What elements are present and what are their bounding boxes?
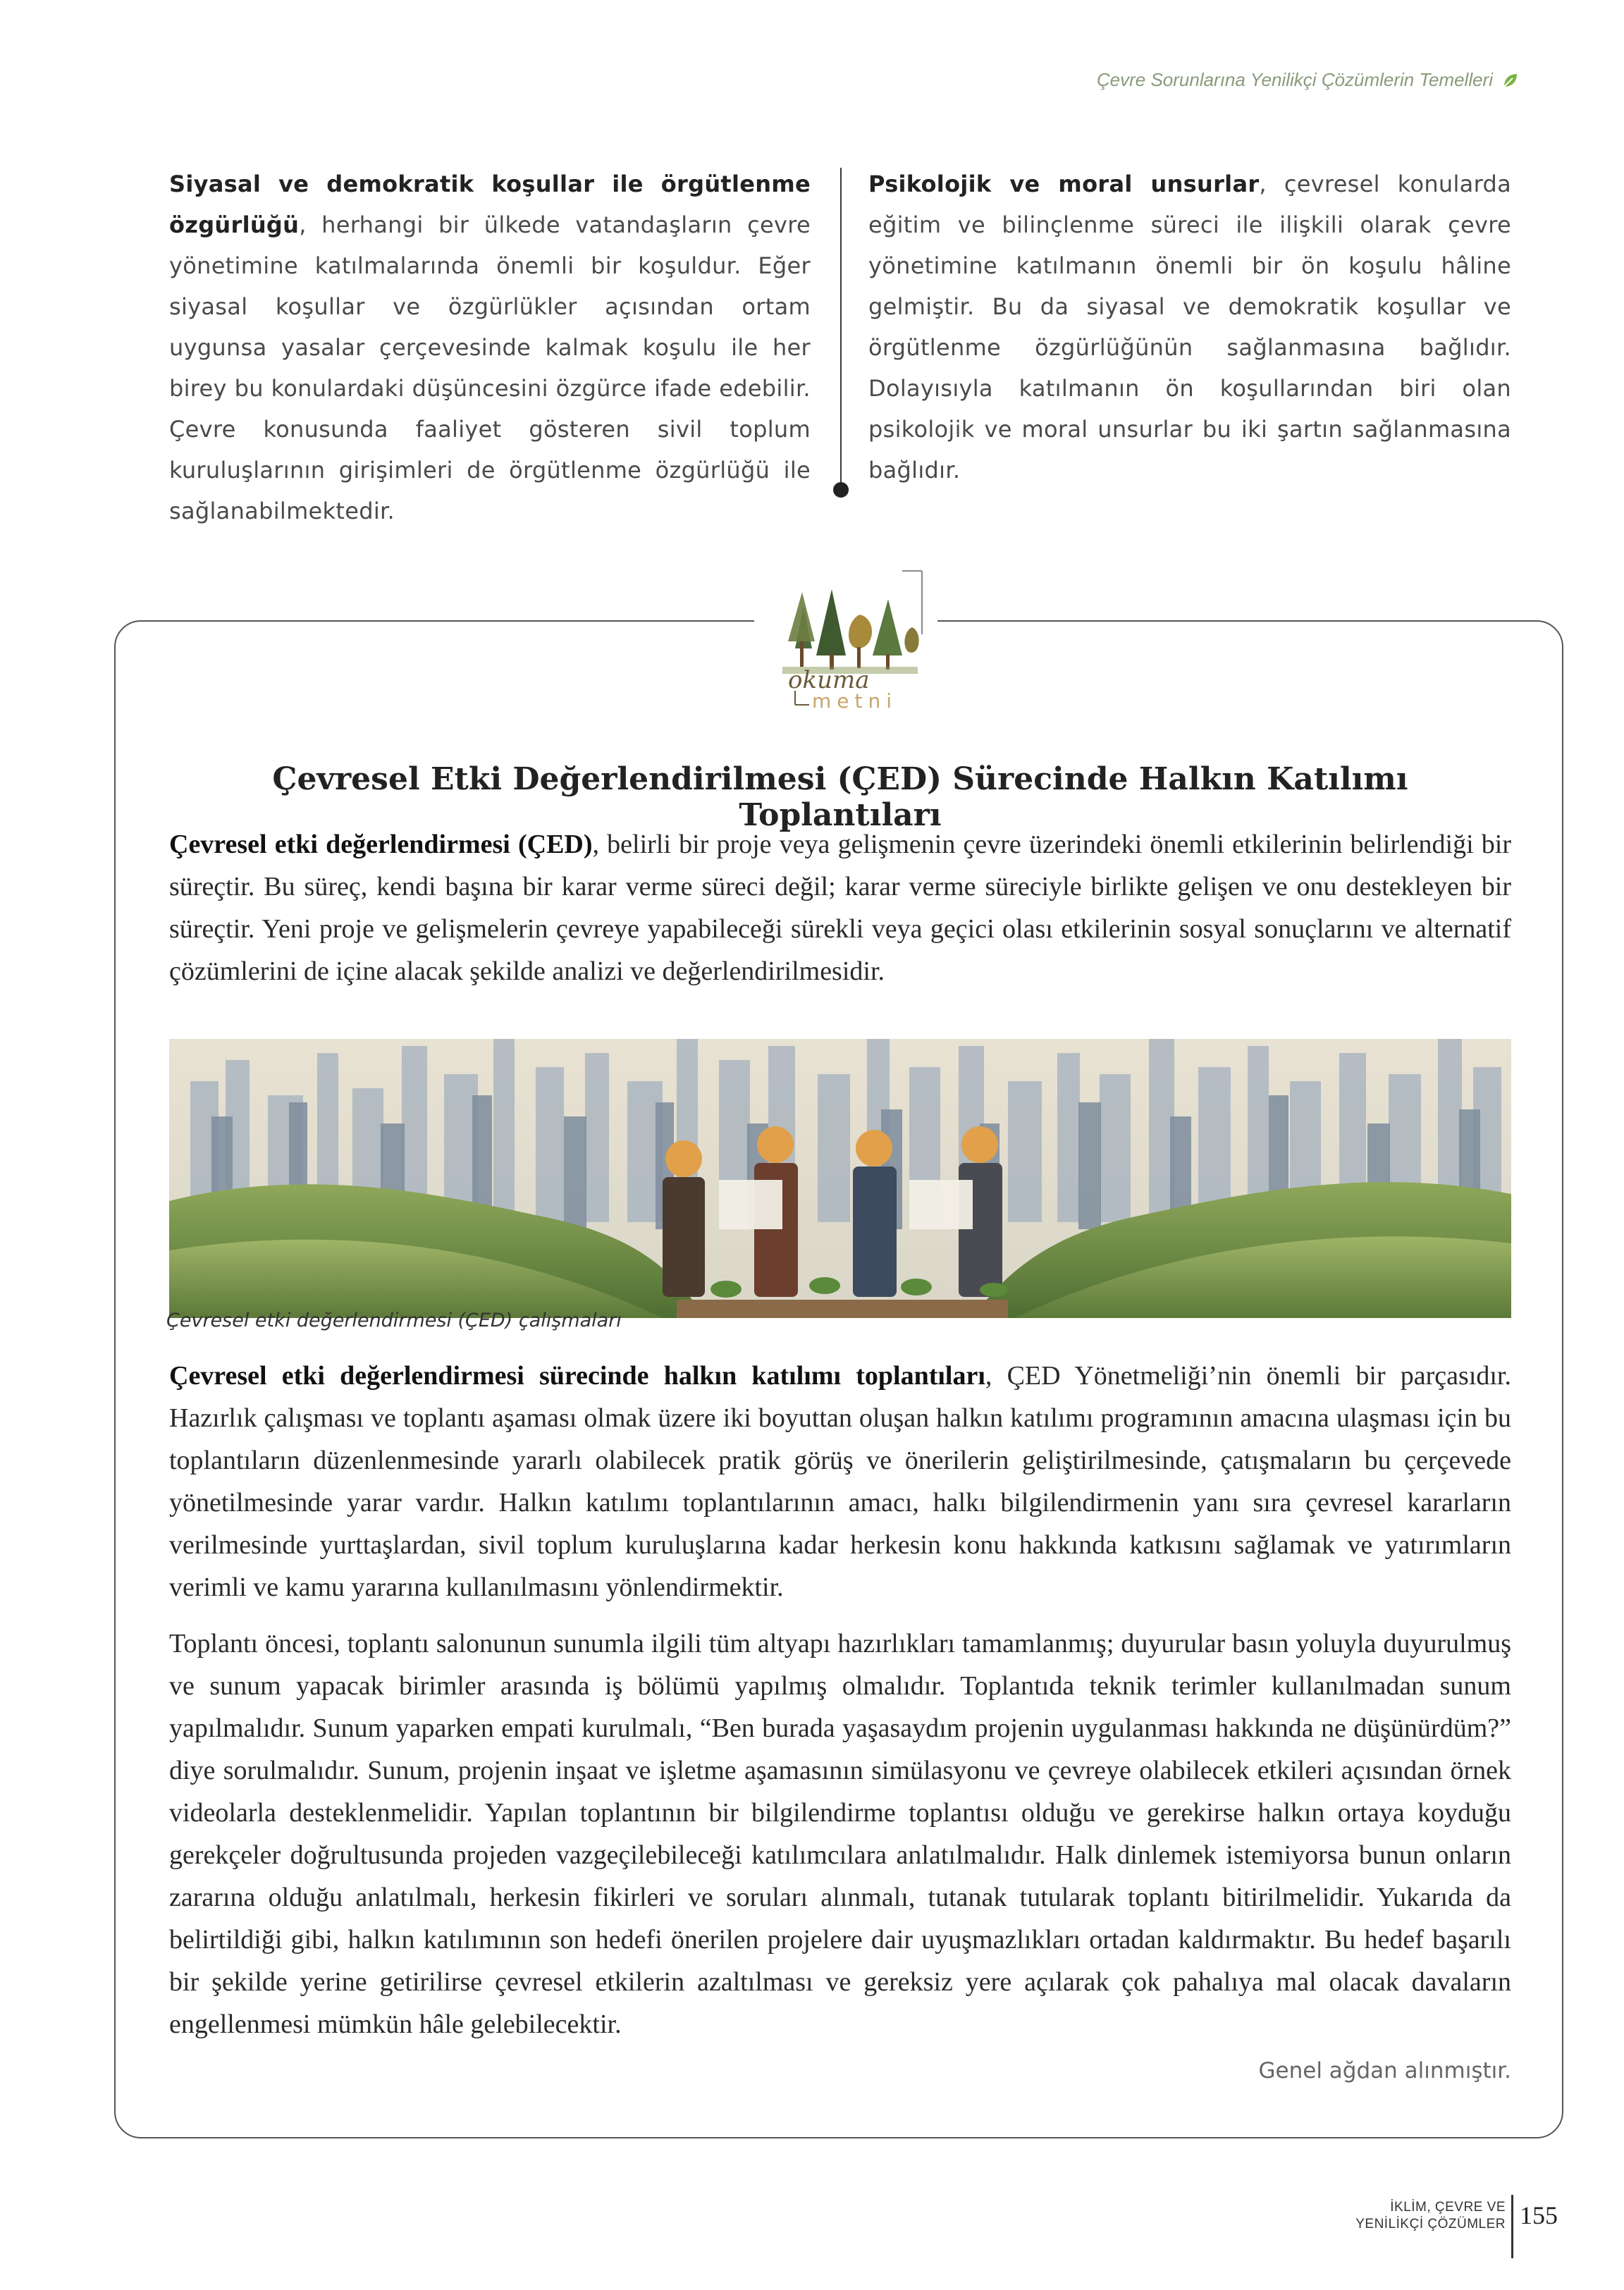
left-column-bold: Siyasal ve demokratik koşullar ile örgütlenme özgürlüğü bbox=[169, 171, 811, 238]
column-divider bbox=[840, 168, 842, 485]
forest-logo-icon bbox=[767, 564, 929, 719]
running-title: Çevre Sorunlarına Yenilikçi Çözümlerin Temelleri bbox=[1096, 69, 1493, 90]
logo-word-metni: metni bbox=[812, 689, 898, 713]
reading-paragraph-1-text: , belirli bir proje veya gelişmenin çevre üzerindeki önemli etkilerinin belirlendiği bir süreçtir. Bu süreç, kendi başına bir karar verme süreci değil; karar verme süreciyle birlikte gelişen ve onu destekleyen bir süreçtir. Yeni proje ve gelişmelerin çevreye yapabileceği sürekli veya geçici olası etkilerinin sosyal sonuçlarını ve alternatif çözümlerini de içine alacak şekilde analizi ve değerlendirilmesidir. bbox=[169, 830, 1512, 986]
footer-line-2: YENİLİKÇİ ÇÖZÜMLER bbox=[1355, 2217, 1506, 2231]
reading-paragraph-2-bold: Çevresel etki değerlendirmesi sürecinde halkın katılımı toplantıları bbox=[169, 1361, 985, 1391]
footer-divider bbox=[1511, 2195, 1513, 2258]
footer-line-1: İKLİM, ÇEVRE VE bbox=[1390, 2200, 1506, 2215]
left-column-text: , herhangi bir ülkede vatandaşların çevre yönetimine katılmalarında önemli bir koşuldur. Eğer siyasal koşullar ve özgürlükler açısından ortam uygunsa yasalar çerçevesinde kalmak koşulu ile her birey bu konulardaki düşüncesini özgürce ifade edebilir. Çevre konusunda faaliyet gösteren sivil toplum kuruluşlarının girişimleri de örgütlenme özgürlüğü ile sağlanabilmektedir. bbox=[169, 211, 811, 524]
source-note: Genel ağdan alınmıştır. bbox=[1258, 2058, 1511, 2083]
footer-book-title bbox=[1355, 2199, 1506, 2233]
left-column-paragraph bbox=[169, 164, 811, 531]
page-number: 155 bbox=[1520, 2201, 1558, 2229]
engineers-cityscape-illustration bbox=[169, 1039, 1511, 1318]
column-divider-dot bbox=[833, 482, 849, 498]
logo-word-okuma: okuma bbox=[788, 666, 870, 694]
right-column-paragraph bbox=[868, 164, 1511, 491]
leaf-icon bbox=[1501, 71, 1520, 90]
right-column-text: , çevresel konularda eğitim ve bilinçlenme süreci ile ilişkili olarak çevre yönetimine katılmanın önemli bir ön koşulu hâline gelmiştir. Bu da siyasal ve demokratik koşullar ve örgütlenme özgürlüğünün sağlanmasına bağlıdır. Dolayısıyla katılmanın ön koşullarından biri olan psikolojik ve moral unsurlar bu iki şartın sağlanmasına bağlıdır. bbox=[868, 171, 1511, 484]
running-header bbox=[1097, 69, 1520, 91]
figure-caption: Çevresel etki değerlendirmesi (ÇED) çalışmaları bbox=[166, 1310, 622, 1331]
reading-paragraph-3: Toplantı öncesi, toplantı salonunun sunumla ilgili tüm altyapı hazırlıkları tamamlanmış; duyurular basın yoluyla duyurulmuş ve sunum yapacak birimler arasında iş bölümü yapılmış olmalıdır. Toplantıda teknik terimler kullanılmadan sunum yapılmalıdır. Sunum yaparken empati kurulmalı, “Ben burada yaşasaydım projenin uygulanması hakkında ne düşünürdüm?” diye sorulmalıdır. Sunum, projenin inşaat ve işletme aşamasının simülasyonu ve çevreye olabilecek etkileri açısından örnek videolarla desteklenmelidir. Yapılan toplantının bir bilgilendirme toplantısı olduğu ve gerekirse halkın ortaya koyduğu gerekçeler doğrultusunda projeden vazgeçilebileceği katılımcılara anlatılmalıdır. Halk dinlemek istemiyorsa bunun onların zararına olduğu anlatılmalı, herkesin fikirleri ve soruları alınmalı, tutanak tutularak toplantı bitirilmelidir. Yukarıda da belirtildiği gibi, halkın katılımının son hedefi önerilen projelere dair uyuşmazlıkları ortadan kaldırmaktır. Bu hedef başarılı bir şekilde yerine getirilirse çevresel etkilerin azaltılması ve gereksiz yere açılarak çok pahalıya mal olacak davaların engellenmesi mümkün hâle gelebilecektir. bbox=[169, 1629, 1511, 2039]
reading-paragraph-2-text: , ÇED Yönetmeliği’nin önemli bir parçasıdır. Hazırlık çalışması ve toplantı aşaması olmak üzere iki boyuttan oluşan halkın katılımı programının amacına ulaşması için bu toplantıların düzenlenmesinde yararlı olabilecek pratik görüş ve önerilerin geliştirilmesinde, çatışmaların bu çerçevede yönetilmesinde yarar vardır. Halkın katılımı toplantılarının amacı, halkı bilgilendirmenin yanı sıra çevresel kararların verilmesinde yurttaşlardan, sivil toplum kuruluşlarına kadar herkesin konu hakkında katkısını sağlamak ve yatırımların verimli ve kamu yararına kullanılmasını yönlendirmektir. bbox=[169, 1361, 1511, 1602]
reading-box-title: Çevresel Etki Değerlendirilmesi (ÇED) Sürecinde Halkın Katılımı Toplantıları bbox=[272, 761, 1408, 833]
right-column-bold: Psikolojik ve moral unsurlar bbox=[868, 171, 1260, 197]
reading-paragraph-2 bbox=[169, 1355, 1511, 1608]
reading-paragraph-1 bbox=[169, 823, 1511, 992]
reading-paragraph-1-bold: Çevresel etki değerlendirmesi (ÇED) bbox=[169, 830, 593, 859]
